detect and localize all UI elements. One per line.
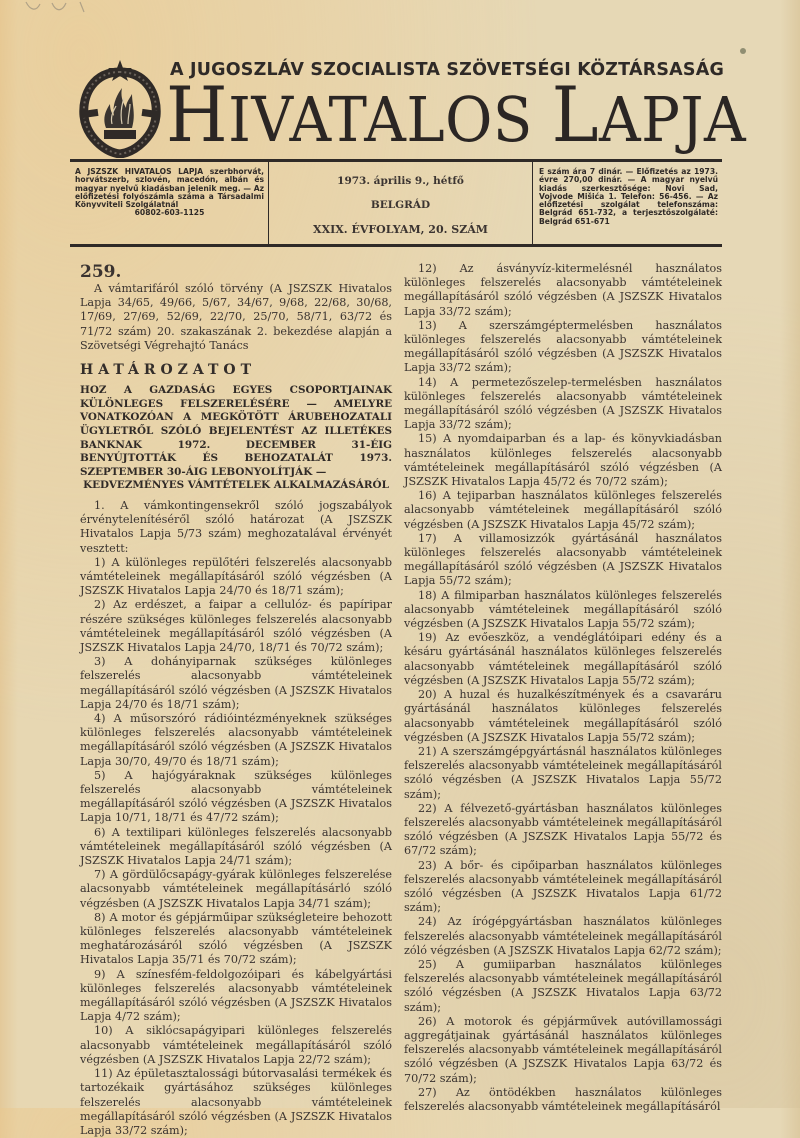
issue-details xyxy=(269,162,533,244)
list-item: 7) A gördülőcsapágy-gyárak különleges felszerelése alacsonyabb vámtételeinek megállapításárló szóló végzésben (A JSZSZK Hivatalos Lapja 34/71 szám); xyxy=(80,868,392,910)
handwritten-mark xyxy=(22,0,112,16)
list-item: 21) A szerszámgépgyártásnál használatos különleges felszerelés alacsonyabb vámtételeinek megállapításáról szóló végzésben (A JSZSZK Hivatalos Lapja 55/72 szám); xyxy=(404,744,722,801)
list-item: 9) A színesfém-feldolgozóipari és kábelgyártási különleges felszerelés alacsonyabb vámtételeinek megállapításáról szóló végzésben (A JSZSZK Hivatalos Lapja 4/72 szám); xyxy=(80,967,392,1024)
list-item: 13) A szerszámgéptermelésben használatos különleges felszerelés alacsonyabb vámtételeinek megállapításáról szóló végzésben (A JSZSZK Hivatalos Lapja 33/72 szám); xyxy=(404,318,722,375)
list-item: 11) Az épületasztalossági bútorvasalási termékek és tartozékaik gyártásához szükséges különleges felszerelés alacsonyabb vámtételeinek megállapításáról szóló végzésben (A JSZSZK Hivatalos Lapja 33/72 szám); xyxy=(80,1067,392,1137)
publisher-state-name: A JUGOSZLÁV SZOCIALISTA SZÖVETSÉGI KÖZTÁRSASÁG xyxy=(170,60,725,80)
list-item: 10) A siklócsapágyipari különleges felszerelés alacsonyabb vámtételeinek megállapításáról szóló végzésben (A JSZSZK Hivatalos Lapja 22/72 szám); xyxy=(80,1024,392,1066)
price-text: E szám ára 7 dinár. — Előfizetés az 1973. évre 270,00 dinár. — A magyar nyelvű kiadás szerkesztősége: Novi Sad, Vojvode Mišića 1. Telefon: 56-456. — Az előfizetési szolgálat telefonszáma: Belgrád 651-732, a terjesztőszolgálaté: Belgrád 651-671 xyxy=(539,167,718,226)
list-item: 17) A villamosizzók gyártásánál használatos különleges felszerelés alacsonyabb vámtételeinek megállapításáról szóló végzésben (A JSZSZK Hivatalos Lapja 55/72 szám); xyxy=(404,531,722,588)
list-item: 6) A textilipari különleges felszerelés alacsonyabb vámtételeinek megállapításáról szóló végzésben (A JSZSZK Hivatalos Lapja 24/71 szám); xyxy=(80,825,392,868)
column-right xyxy=(404,262,722,1114)
column-left xyxy=(80,262,392,1138)
title-initial-2: L xyxy=(551,70,600,159)
list-item: 1) A különleges repülőtéri felszerelés alacsonyabb vámtételeinek megállapításáról szóló végzésben (A JSZSZK Hivatalos Lapja 24/70 és 18/71 szám); xyxy=(80,555,392,598)
issue-date: 1973. április 9., hétfő xyxy=(337,175,464,187)
title-word-1: IVATALOS xyxy=(228,83,552,156)
list-item: 3) A dohányiparnak szükséges különleges felszerelés alacsonyabb vámtételeinek megállapításáról szóló végzésben (A JSZSZK Hivatalos Lapja 24/70 és 18/71 szám); xyxy=(80,655,392,711)
list-item: 22) A félvezető-gyártásban használatos különleges felszerelés alacsonyabb vámtételeinek megállapításáról szóló végzésben (A JSZSZK Hivatalos Lapja 55/72 és 67/72 szám); xyxy=(404,801,722,858)
list-item: 26) A motorok és gépjárművek autóvillamossági aggregátjainak gyártásánál használatos különleges felszerelés alacsonyabb vámtételeinek megállapításáról szóló végzésben (A JSZSZK Hivatalos Lapja 63/72 és 70/72 szám); xyxy=(404,1014,722,1085)
title-initial: H xyxy=(166,70,229,159)
issue-city: BELGRÁD xyxy=(370,199,431,211)
account-number: 60802-603-1125 xyxy=(134,208,205,218)
list-item: 2) Az erdészet, a faipar a cellulóz- és papíripar részére szükséges különleges felszerelés alacsonyabb vámtételeinek megállapításáról szóló végzésben (A JSZSZK Hivatalos Lapja 24/70, 18/71 és 70/72 szám); xyxy=(80,598,392,654)
article-number: 259. xyxy=(80,262,122,282)
paragraph-1: 1. A vámkontingensekről szóló jogszabályok érvénytelenítéséről szóló határozat (A JSZSZK Hivatalos Lapja 5/73 szám) meghozatalával érvényét vesztett: xyxy=(80,498,392,555)
ink-dot xyxy=(740,48,746,54)
list-item: 20) A huzal és huzalkészítmények és a csavaráru gyártásánál használatos különleges felszerelés alacsonyabb vámtételeinek megállapításáról szóló végzésben (A JSZSZK Hivatalos Lapja 55/72 szám); xyxy=(404,688,722,744)
list-item: 4) A műsorszóró rádióintézményeknek szükséges különleges felszerelés alacsonyabb vámtételeinek megállapításáról szóló végzésben (A JSZSZK Hivatalos Lapja 30/70, 49/70 és 18/71 szám); xyxy=(80,712,392,768)
list-item: 23) A bőr- és cipőiparban használatos különleges felszerelés alacsonyabb vámtételeinek megállapításáról szóló végzésben (A JSZSZK Hivatalos Lapja 61/72 szám); xyxy=(404,858,722,915)
list-item: 12) Az ásványvíz-kitermelésnél használatos különleges felszerelés alacsonyabb vámtételeinek megállapításáról szóló végzésben (A JSZSZK Hivatalos Lapja 33/72 szám); xyxy=(404,262,722,318)
list-item: 24) Az írógépgyártásban használatos különleges felszerelés alacsonyabb vámtételeinek megállapításáról zóló végzésben (A JSZSZK Hivatalos Lapja 62/72 szám); xyxy=(404,915,722,957)
publication-languages: szerbhorvát, horvátszerb, szlovén, macedón, albán és magyar nyelvű kiadásban jelenik meg. — Az előfizetési folyószámla száma a Társadalmi Könyvviteli Szolgálatnál xyxy=(75,167,264,210)
decision-caption xyxy=(80,384,392,493)
list-item: 15) A nyomdaiparban és a lap- és könyvkiadásban használatos különleges felszerelés alacsonyabb vámtételeinek megállapításáról szóló végzésben (A JSZSZK Hivatalos Lapja 45/72 és 70/72 szám); xyxy=(404,432,722,489)
list-item: 16) A tejiparban használatos különleges felszerelés alacsonyabb vámtételeinek megállapításáról szóló végzésben (A JSZSZK Hivatalos Lapja 45/72 szám); xyxy=(404,489,722,531)
decision-heading: HATÁROZATOT xyxy=(80,362,257,379)
list-item: 19) Az evőeszköz, a vendéglátóipari edény és a késáru gyártásánál használatos különleges felszerelés alacsonyabb vámtételeinek megállapításáról szóló végzésben (A JSZSZK Hivatalos Lapja 55/72 szám); xyxy=(404,631,722,687)
list-item: 14) A permetezőszelep-termelésben használatos különleges felszerelés alacsonyabb vámtételeinek megállapításáról szóló végzésben (A JSZSZK Hivatalos Lapja 33/72 szám); xyxy=(404,375,722,432)
issue-volume: XXIX. ÉVFOLYAM, 20. SZÁM xyxy=(313,223,488,236)
list-item: 27) Az öntödékben használatos különleges felszerelés alacsonyabb vámtételeinek megállapításáról xyxy=(404,1085,722,1113)
list-item: 18) A filmiparban használatos különleges felszerelés alacsonyabb vámtételeinek megállapításáról szóló végzésben (A JSZSZK Hivatalos Lapja 55/72 szám); xyxy=(404,588,722,631)
issue-info-box xyxy=(70,159,722,247)
publication-info xyxy=(70,162,269,244)
list-item: 25) A gumiiparban használatos különleges felszerelés alacsonyabb vámtételeinek megállapításáról szóló végzésben (A JSZSZK Hivatalos Lapja 63/72 szám); xyxy=(404,957,722,1014)
caption-last-line: KEDVEZMÉNYES VÁMTÉTELEK ALKALMAZÁSÁRÓL xyxy=(83,479,389,492)
caption-text: HOZ A GAZDASÁG EGYES CSOPORTJAINAK KÜLÖNLEGES FELSZERELÉSÉRE — AMELYRE VONATKOZÓAN A MEGKÖTÖTT ÁRUBEHOZATALI ÜGYLETRŐL SZÓLÓ BEJELENTÉST AZ ILLETÉKES BANKNAK 1972. DECEMBER 31-ÉIG BENYÚJTOTTÁK ÉS BEHOZATALÁT 1973. SZEPTEMBER 30-ÁIG LEBONYOLÍTJÁK — xyxy=(80,384,392,478)
list-item: 8) A motor és gépjárműipar szükségleteire behozott különleges felszerelés alacsonyabb vámtételeinek meghatározásáról szóló végzésben (A JSZSZK Hivatalos Lapja 35/71 és 70/72 szám); xyxy=(80,910,392,967)
yugoslav-coat-of-arms-icon xyxy=(76,58,164,158)
publication-lead: A JSZSZK HIVATALOS LAPJA xyxy=(75,167,204,176)
price-subscription-info xyxy=(534,162,722,244)
title-word-2: APJA xyxy=(599,83,747,156)
list-item: 5) A hajógyáraknak szükséges különleges felszerelés alacsonyabb vámtételeinek megállapításáról szóló végzésben (A JSZSZK Hivatalos Lapja 10/71, 18/71 és 47/72 szám); xyxy=(80,768,392,825)
article-preamble: A vámtarifáról szóló törvény (A JSZSZK Hivatalos Lapja 34/65, 49/66, 5/67, 34/67, 9/68, 22/68, 30/68, 17/69, 27/69, 52/69, 22/70, 25/70, 58/71, 63/72 és 71/72 szám) 20. szakaszának 2. bekezdése alapján a Szövetségi Végrehajtó Tanács xyxy=(80,282,392,352)
